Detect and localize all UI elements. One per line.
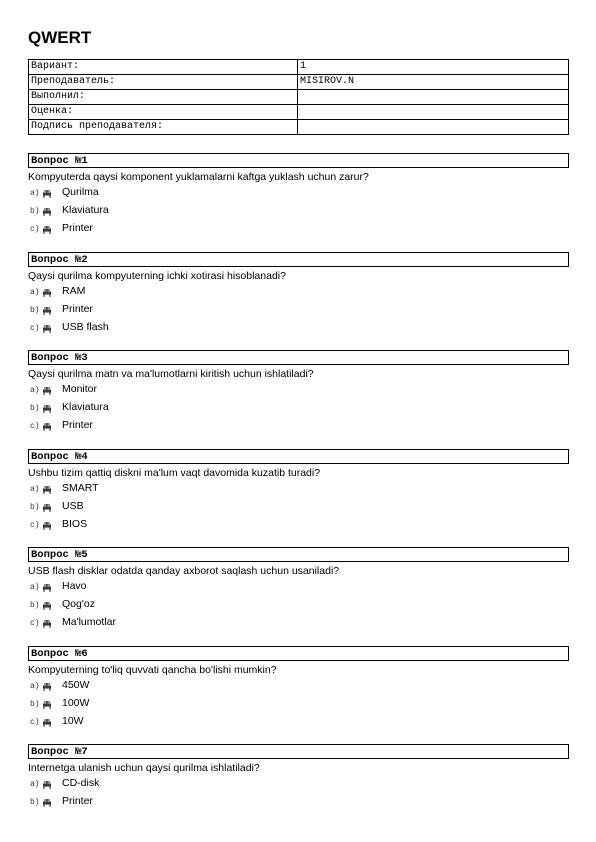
option-text: USB	[62, 500, 84, 512]
checkbox-icon	[43, 226, 51, 234]
answer-option[interactable]	[28, 517, 569, 535]
checkbox-icon	[43, 602, 51, 610]
question-1	[28, 153, 569, 239]
option-letter: b)	[30, 306, 40, 315]
option-text: Qurilma	[62, 186, 99, 198]
info-label: Подпись преподавателя:	[29, 120, 298, 135]
question-3	[28, 350, 569, 436]
answer-option[interactable]	[28, 597, 569, 615]
info-row	[29, 60, 569, 75]
checkbox-icon	[43, 522, 51, 530]
option-text: Printer	[62, 795, 93, 807]
option-text: Klaviatura	[62, 204, 109, 216]
question-2	[28, 252, 569, 338]
info-row	[29, 105, 569, 120]
question-text: Ushbu tizim qattiq diskni ma'lum vaqt davomida kuzatib turadi?	[28, 467, 321, 479]
answer-option[interactable]	[28, 579, 569, 597]
info-label: Вариант:	[29, 60, 298, 75]
question-text: Internetga ulanish uchun qaysi qurilma ishlatiladi?	[28, 762, 260, 774]
option-text: Havo	[62, 580, 87, 592]
question-header: Вопрос №6	[28, 646, 569, 661]
checkbox-icon	[43, 289, 51, 297]
question-text: Qaysi qurilma kompyuterning ichki xotirasi hisoblanadi?	[28, 270, 286, 282]
info-row	[29, 120, 569, 135]
option-text: USB flash	[62, 321, 109, 333]
question-text: USB flash disklar odatda qanday axborot saqlash uchun usaniladi?	[28, 565, 340, 577]
option-letter: a)	[30, 485, 40, 494]
answer-option[interactable]	[28, 221, 569, 239]
option-letter: c)	[30, 324, 40, 333]
info-value	[298, 90, 569, 105]
checkbox-icon	[43, 325, 51, 333]
option-text: Klaviatura	[62, 401, 109, 413]
checkbox-icon	[43, 307, 51, 315]
answer-option[interactable]	[28, 302, 569, 320]
option-letter: b)	[30, 798, 40, 807]
option-text: Monitor	[62, 383, 98, 395]
checkbox-icon	[43, 620, 51, 628]
question-header: Вопрос №4	[28, 449, 569, 464]
option-letter: a)	[30, 189, 40, 198]
answer-option[interactable]	[28, 615, 569, 633]
option-text: BIOS	[62, 518, 88, 530]
document-title: QWERT	[28, 28, 92, 47]
answer-option[interactable]	[28, 714, 569, 732]
question-header: Вопрос №7	[28, 744, 569, 759]
checkbox-icon	[43, 504, 51, 512]
answer-option[interactable]	[28, 499, 569, 517]
option-letter: a)	[30, 386, 40, 395]
question-text: Kompyuterning to'liq quvvati qancha bo'lishi mumkin?	[28, 664, 277, 676]
checkbox-icon	[43, 387, 51, 395]
answer-option[interactable]	[28, 203, 569, 221]
answer-option[interactable]	[28, 481, 569, 499]
question-5	[28, 547, 569, 633]
checkbox-icon	[43, 208, 51, 216]
checkbox-icon	[43, 683, 51, 691]
info-label: Преподаватель:	[29, 75, 298, 90]
info-value: MISIROV.N	[298, 75, 569, 90]
answer-option[interactable]	[28, 678, 569, 696]
option-text: CD-disk	[62, 777, 100, 789]
info-value	[298, 105, 569, 120]
question-text: Qaysi qurilma matn va ma'lumotlarni kiritish uchun ishlatiladi?	[28, 368, 314, 380]
checkbox-icon	[43, 781, 51, 789]
option-letter: c)	[30, 521, 40, 530]
question-header: Вопрос №1	[28, 153, 569, 168]
option-letter: a)	[30, 780, 40, 789]
option-text: SMART	[62, 482, 99, 494]
option-letter: c)	[30, 422, 40, 431]
info-row	[29, 75, 569, 90]
question-header: Вопрос №5	[28, 547, 569, 562]
option-text: Printer	[62, 222, 93, 234]
checkbox-icon	[43, 190, 51, 198]
answer-option[interactable]	[28, 382, 569, 400]
option-text: Printer	[62, 303, 93, 315]
option-letter: b)	[30, 700, 40, 709]
checkbox-icon	[43, 799, 51, 807]
info-row	[29, 90, 569, 105]
option-text: 10W	[62, 715, 84, 727]
question-7	[28, 744, 569, 812]
option-text: RAM	[62, 285, 86, 297]
option-letter: a)	[30, 288, 40, 297]
question-text: Kompyuterda qaysi komponent yuklamalarni kaftga yuklash uchun zarur?	[28, 171, 369, 183]
option-letter: b)	[30, 503, 40, 512]
checkbox-icon	[43, 486, 51, 494]
question-header: Вопрос №2	[28, 252, 569, 267]
checkbox-icon	[43, 423, 51, 431]
checkbox-icon	[43, 584, 51, 592]
option-letter: c)	[30, 718, 40, 727]
checkbox-icon	[43, 719, 51, 727]
info-label: Выполнил:	[29, 90, 298, 105]
checkbox-icon	[43, 405, 51, 413]
option-text: Printer	[62, 419, 93, 431]
option-text: 450W	[62, 679, 90, 691]
info-value: 1	[298, 60, 569, 75]
question-4	[28, 449, 569, 535]
option-text: Qog'oz	[62, 598, 95, 610]
answer-option[interactable]	[28, 776, 569, 794]
info-value	[298, 120, 569, 135]
answer-option[interactable]	[28, 418, 569, 436]
answer-option[interactable]	[28, 696, 569, 714]
checkbox-icon	[43, 701, 51, 709]
info-label: Оценка:	[29, 105, 298, 120]
option-letter: c)	[30, 619, 40, 628]
question-header: Вопрос №3	[28, 350, 569, 365]
answer-option[interactable]	[28, 320, 569, 338]
info-table	[28, 59, 569, 135]
option-letter: c)	[30, 225, 40, 234]
option-text: Ma'lumotlar	[62, 616, 116, 628]
option-text: 100W	[62, 697, 90, 709]
answer-option[interactable]	[28, 284, 569, 302]
answer-option[interactable]	[28, 794, 569, 812]
answer-option[interactable]	[28, 185, 569, 203]
option-letter: a)	[30, 583, 40, 592]
option-letter: b)	[30, 404, 40, 413]
option-letter: a)	[30, 682, 40, 691]
option-letter: b)	[30, 601, 40, 610]
option-letter: b)	[30, 207, 40, 216]
answer-option[interactable]	[28, 400, 569, 418]
question-6	[28, 646, 569, 732]
